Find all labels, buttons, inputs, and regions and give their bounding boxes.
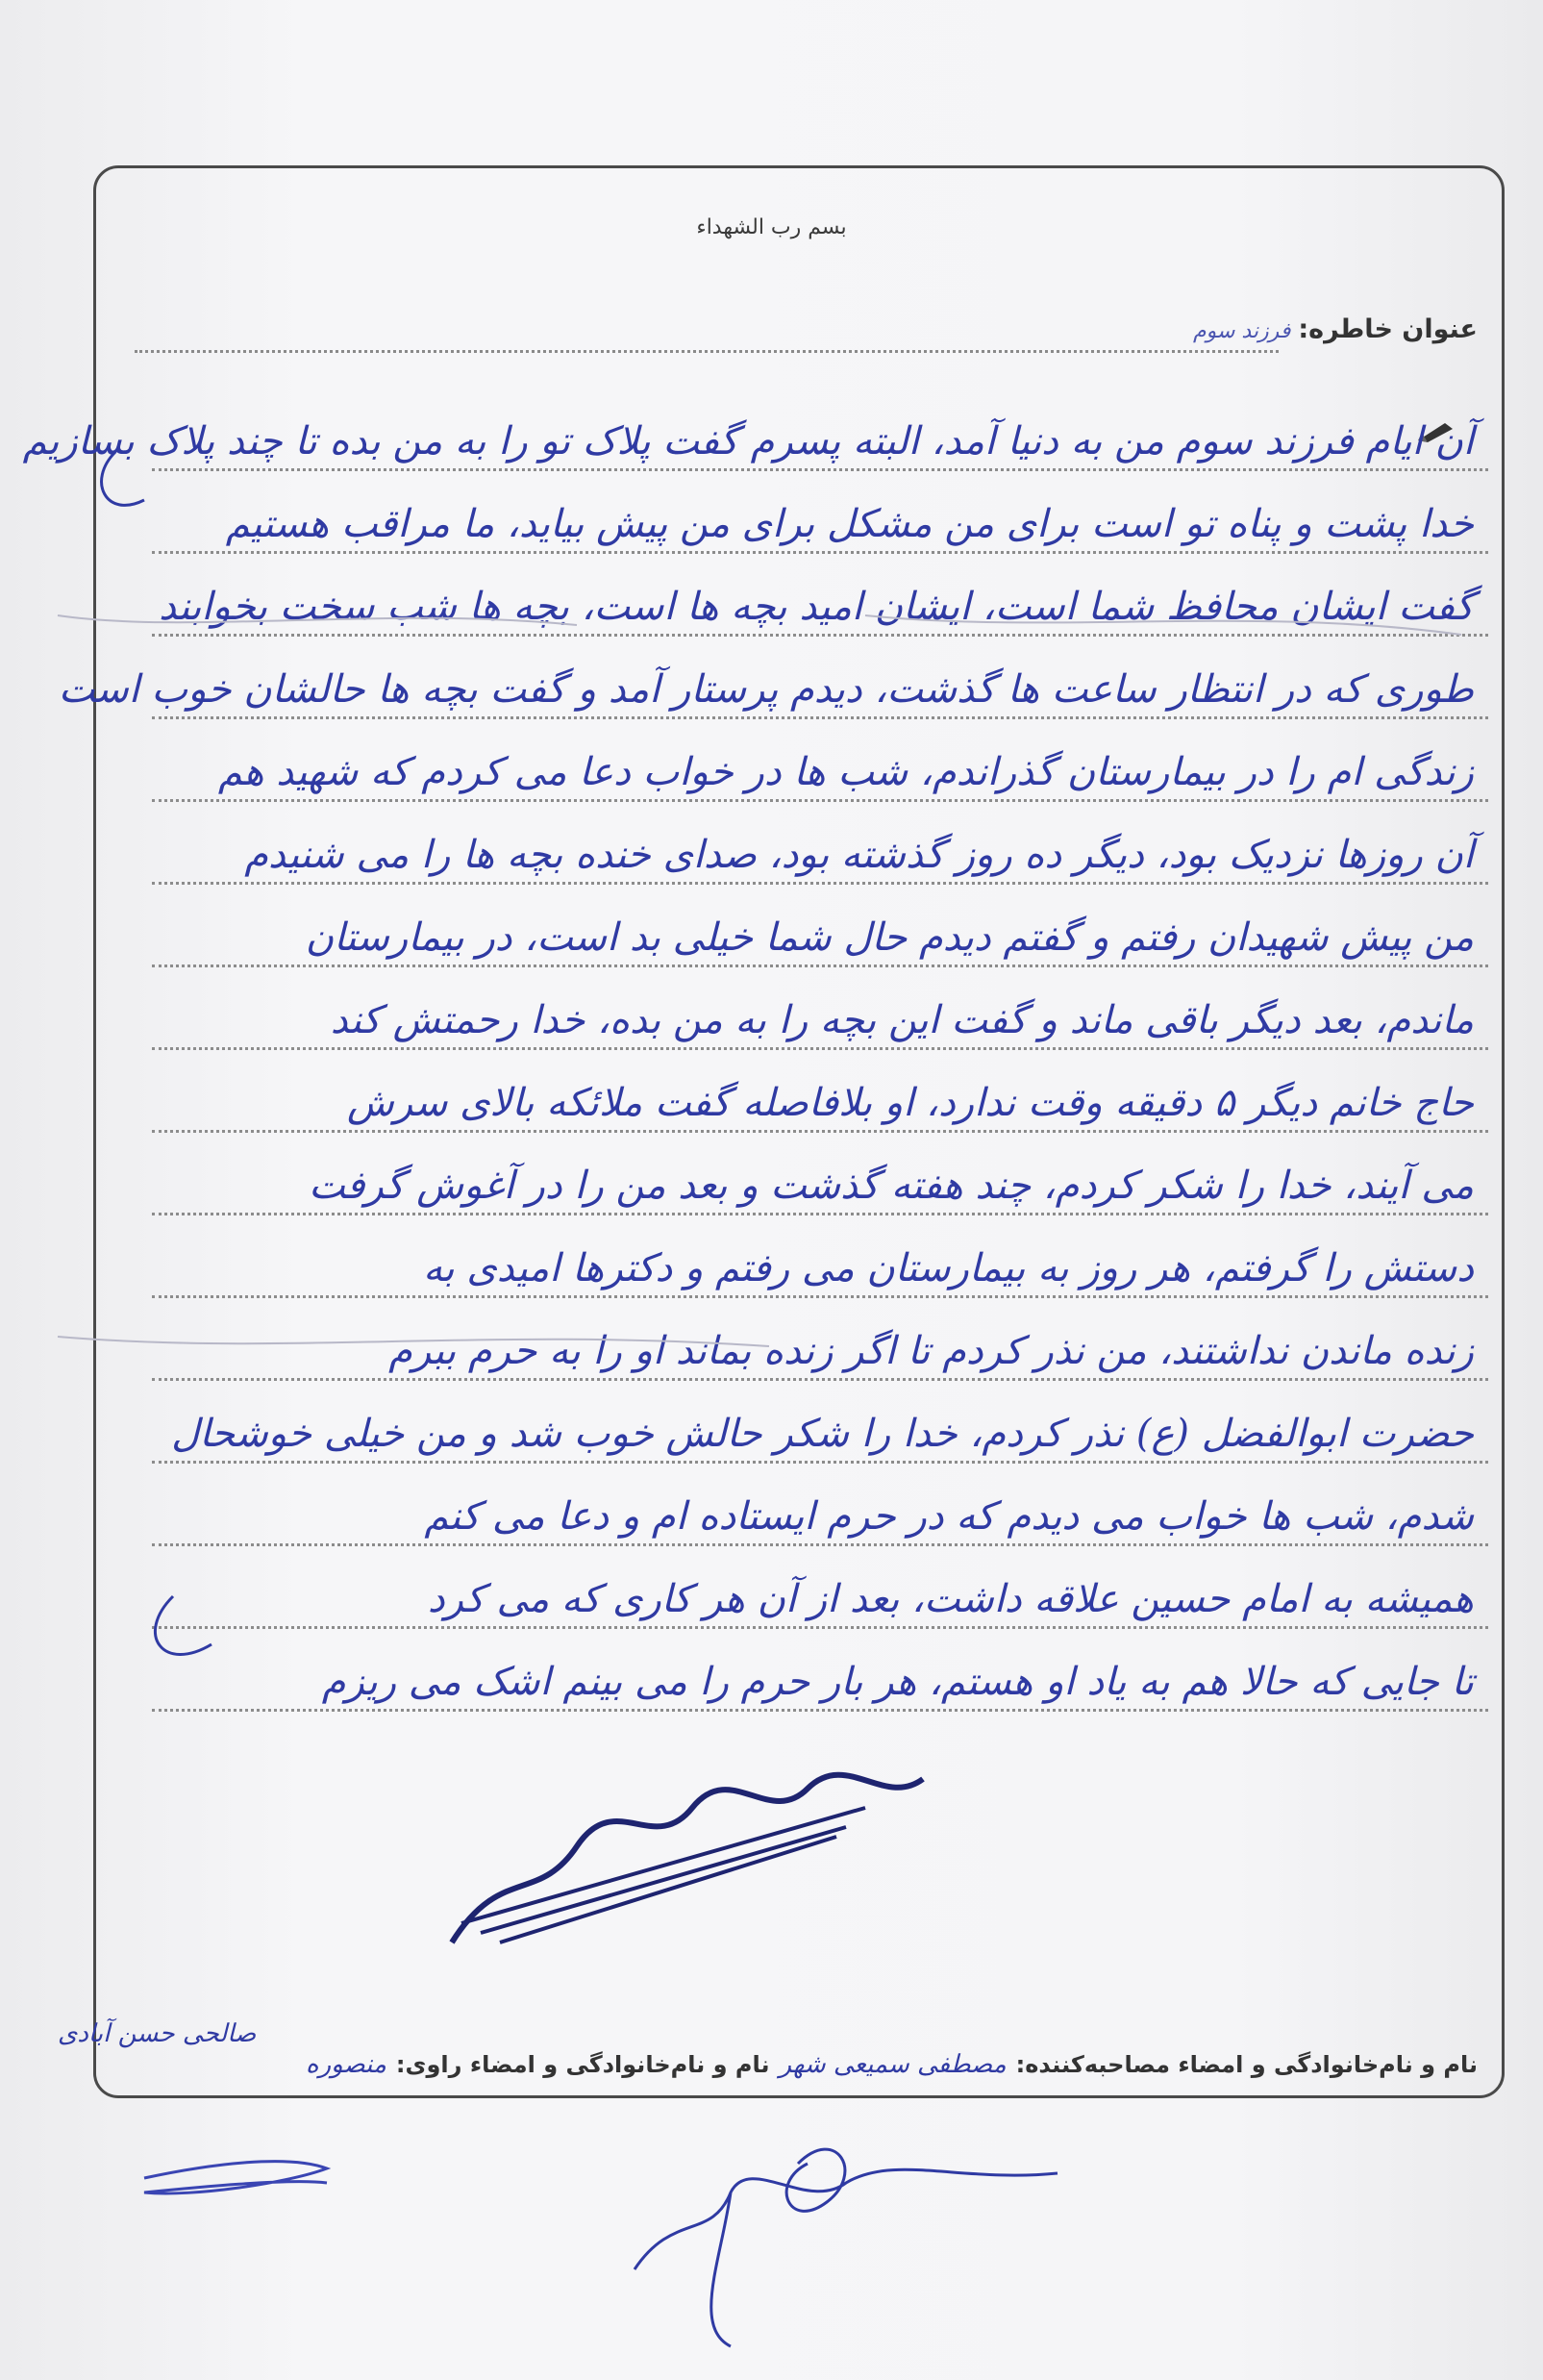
title-value: فرزند سوم bbox=[1192, 319, 1291, 343]
text-line bbox=[142, 1546, 1488, 1629]
handwritten-line: همیشه به امام حسین علاقه داشت، بعد از آن هر کاری که می کرد bbox=[427, 1577, 1474, 1621]
text-line bbox=[142, 885, 1488, 967]
narrator-name: منصوره bbox=[305, 2050, 386, 2079]
text-line bbox=[142, 1215, 1488, 1298]
handwritten-line: آن روزها نزدیک بود، دیگر ده روز گذشته بود، صدای خنده بچه ها را می شنیدم bbox=[244, 833, 1474, 877]
footer-row bbox=[306, 2050, 1478, 2079]
narrator-extra-name: صالحی حسن آبادی bbox=[58, 2019, 257, 2048]
interviewer-name: مصطفی سمیعی شهر bbox=[779, 2050, 1007, 2079]
handwritten-line: تا جایی که حالا هم به یاد او هستم، هر بار حرم را می بینم اشک می ریزم bbox=[321, 1660, 1474, 1704]
handwritten-line: حضرت ابوالفضل (ع) نذر کردم، خدا را شکر حالش خوب شد و من خیلی خوشحال bbox=[171, 1412, 1474, 1456]
text-line bbox=[142, 1298, 1488, 1381]
interviewer-label: نام و نام‌خانوادگی و امضاء مصاحبه‌کننده: bbox=[1015, 2051, 1478, 2078]
dotted-rule bbox=[152, 1709, 1488, 1712]
text-line bbox=[22, 388, 1488, 471]
text-line bbox=[142, 1629, 1488, 1712]
text-line bbox=[142, 554, 1488, 637]
handwritten-line: حاج خانم دیگر ۵ دقیقه وقت ندارد، او بلافاصله گفت ملائکه بالای سرش bbox=[346, 1081, 1474, 1125]
handwritten-line: زنده ماندن نداشتند، من نذر کردم تا اگر زنده بماند او را به حرم ببرم bbox=[388, 1329, 1474, 1373]
text-line bbox=[142, 802, 1488, 885]
handwritten-line: زندگی ام را در بیمارستان گذراندم، شب ها در خواب دعا می کردم که شهید هم bbox=[217, 750, 1474, 794]
text-line bbox=[142, 719, 1488, 802]
text-line bbox=[142, 967, 1488, 1050]
memoir-text-area bbox=[22, 0, 1488, 2380]
handwritten-line: من پیش شهیدان رفتم و گفتم دیدم حال شما خیلی بد است، در بیمارستان bbox=[305, 915, 1474, 960]
page-header: بسم رب الشهداء bbox=[696, 215, 847, 239]
handwritten-line: ماندم، بعد دیگر باقی ماند و گفت این بچه را به من بده، خدا رحمتش کند bbox=[330, 998, 1474, 1042]
handwritten-line: دستش را گرفتم، هر روز به بیمارستان می رفتم و دکترها امیدی به bbox=[423, 1246, 1474, 1290]
narrator-label: نام و نام‌خانوادگی و امضاء راوی: bbox=[395, 2051, 770, 2078]
title-label: عنوان خاطره: bbox=[1298, 314, 1478, 344]
text-line bbox=[142, 1464, 1488, 1546]
text-line bbox=[142, 1381, 1488, 1464]
text-line bbox=[142, 1133, 1488, 1215]
handwritten-line: خدا پشت و پناه تو است برای من مشکل برای من پیش بیاید، ما مراقب هستیم bbox=[225, 502, 1474, 546]
handwritten-line: می آیند، خدا را شکر کردم، چند هفته گذشت و بعد من را در آغوش گرفت bbox=[309, 1164, 1474, 1208]
text-line bbox=[142, 471, 1488, 554]
text-line bbox=[58, 637, 1488, 719]
text-line bbox=[142, 1050, 1488, 1133]
handwritten-line: آن ایام فرزند سوم من به دنیا آمد، البته پسرم گفت پلاک تو را به من بده تا چند پلاک بسازیم bbox=[22, 419, 1474, 463]
handwritten-line: شدم، شب ها خواب می دیدم که در حرم ایستاده ام و دعا می کنم bbox=[424, 1494, 1474, 1539]
handwritten-line: طوری که در انتظار ساعت ها گذشت، دیدم پرستار آمد و گفت بچه ها حالشان خوب است bbox=[58, 667, 1474, 712]
handwritten-line: گفت ایشان محافظ شما است، ایشان امید بچه ها است، بچه ها شب سخت بخوابند bbox=[159, 585, 1474, 629]
